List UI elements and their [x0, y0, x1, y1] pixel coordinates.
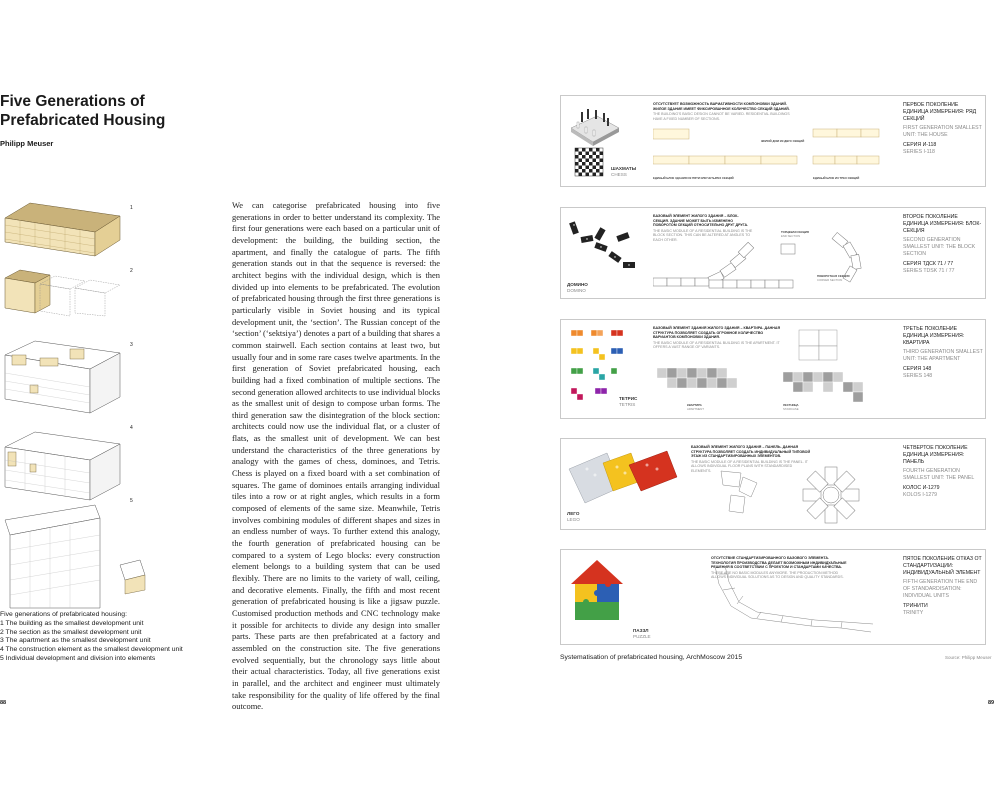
plan-label: ЕДИНЫЙ БЛОК ИЗ ТРЕХ СЕКЦИЙ: [813, 176, 860, 180]
game-label-ru: ШАХМАТЫ: [611, 166, 637, 171]
series-ru: ТРИНИТИ: [903, 602, 928, 609]
plan-label: ТОРЦЕВАЯ СЕКЦИЯ: [781, 230, 809, 234]
game-label: [611, 166, 636, 177]
desc-en: THE BASIC MODULE OF A RESIDENTIAL BUILDING IS THE APARTMENT. IT OFFERS A VAST RANGE OF VARIANTS.: [653, 340, 780, 350]
fifth-generation-plans: [711, 564, 901, 642]
series-ru: СЕРИЯ 148: [903, 365, 932, 372]
desc-ru: БАЗОВЫЙ ЭЛЕМЕНТ ЖИЛОГО ЗДАНИЯ – ПАНЕЛЬ. ДАННАЯ СТРУКТУРА ПОЗВОЛЯЕТ СОЗДАТЬ ИНДИВИДУАЛЬНЫЙ ТИПОВОЙ ЭТАЖ ИЗ СТАНДАРТИЗИРОВАННЫХ ЭЛЕМЕНТОВ.: [691, 445, 811, 459]
generation-title-ru: ЧЕТВЕРТОЕ ПОКОЛЕНИЕ ЕДИНИЦА ИЗМЕРЕНИЯ: ПАНЕЛЬ: [903, 445, 968, 465]
series-en: TRINITY: [903, 609, 924, 616]
generation-title-ru: ВТОРОЕ ПОКОЛЕНИЕ ЕДИНИЦА ИЗМЕРЕНИЯ: БЛОК-СЕКЦИЯ: [903, 214, 982, 234]
generation-number: 1: [130, 205, 133, 211]
plan-label: ЛЕСТНИЦА: [783, 403, 799, 407]
generation-title-en: THIRD GENERATION SMALLEST UNIT: THE APARTMENT: [903, 349, 983, 363]
page-title: Five Generations of Prefabricated Housing: [0, 93, 166, 129]
caption-line: 1 The building as the smallest development unit: [0, 619, 144, 627]
first-generation-plans: [653, 124, 898, 174]
generation-number: 2: [130, 268, 133, 274]
caption-line: 4 The construction element as the smallest development unit: [0, 646, 183, 654]
generation-info: [903, 102, 983, 156]
series-en: SERIES I-118: [903, 148, 935, 155]
generation-title-ru: ПЯТОЕ ПОКОЛЕНИЕ ОТКАЗ ОТ СТАНДАРТИЗАЦИИ: ИНДИВИДУАЛЬНЫЙ ЭЛЕМЕНТ: [903, 556, 982, 576]
generation-info: [903, 214, 983, 274]
desc-ru: БАЗОВЫЙ ЭЛЕМЕНТ ЖИЛОГО ЗДАНИЯ – БЛОК-СЕКЦИЯ. ЗДАНИЕ МОЖЕТ БЫТЬ ИЗМЕНЕНО ПОВОРОТОМ СЕКЦИЙ ОТНОСИТЕЛЬНО ДРУГ ДРУГА.: [653, 214, 749, 228]
caption-line: 2 The section as the smallest development unit: [0, 628, 142, 636]
desc-ru: ОТСУТСТВИЕ СТАНДАРТИЗИРОВАННОГО БАЗОВОГО ЭЛЕМЕНТА. ТЕХНОЛОГИЯ ПРОИЗВОДСТВА ДЕЛАЕТ ВОЗМОЖНЫМ ИНДИВИДУАЛЬНЫЕ РЕШЕНИЯ В СООТВЕТСТВИИ С ПРОЕКТОМ И СТАНДАРТАМИ КАЧЕСТВА.: [711, 556, 847, 570]
plan-label: КВАРТИРА: [687, 403, 702, 407]
desc-en: THE BASIC MODULE OF A RESIDENTIAL BUILDING IS THE PANEL. IT ALLOWS INDIVIDUAL FLOOR PLANS WITH STANDARDISED ELEMENTS.: [691, 459, 808, 473]
series-en: SERIES 148: [903, 372, 933, 379]
generation-info: [903, 445, 983, 499]
second-generation-plans: [653, 230, 898, 290]
generation-title-ru: ТРЕТЬЕ ПОКОЛЕНИЕ ЕДИНИЦА ИЗМЕРЕНИЯ: КВАРТИРА: [903, 326, 965, 346]
game-label: [567, 282, 588, 293]
fourth-generation-plans: [711, 465, 901, 529]
game-label-ru: ПАЗЗЛ: [633, 628, 649, 633]
game-label-ru: ЛЕГО: [567, 511, 580, 516]
generation-info: [903, 556, 983, 616]
game-label: [633, 628, 651, 639]
plan-label: ПОВОРОТНАЯ СЕКЦИЯ: [817, 274, 850, 278]
figure-caption-right: Systematisation of prefabricated housing, ArchMoscow 2015: [560, 654, 743, 661]
game-label: [619, 396, 637, 407]
caption-line: 5 Individual development and division into elements: [0, 654, 156, 662]
plan-label: END SECTION: [781, 234, 801, 238]
generation-number: 5: [130, 498, 133, 504]
generation-5-illustration: [0, 490, 160, 610]
plan-label: ЖИЛОЙ ДОМ ИЗ ДВУХ СЕКЦИЙ: [761, 139, 805, 143]
panel-second-generation: [560, 207, 986, 299]
panel-first-generation: [560, 95, 986, 187]
series-en: KOLOS I-1279: [903, 491, 938, 498]
domino-illustration: [567, 214, 647, 276]
generation-title-ru: ПЕРВОЕ ПОКОЛЕНИЕ ЕДИНИЦА ИЗМЕРЕНИЯ: РЯД СЕКЦИЙ: [903, 102, 977, 122]
game-label-en: DOMINO: [567, 287, 586, 293]
game-label-en: CHESS: [611, 171, 627, 177]
figure-caption-left: [0, 611, 220, 664]
desc-ru: БАЗОВЫЙ ЭЛЕМЕНТ ЗДАНИЯ ЖИЛОГО ЗДАНИЯ – КВАРТИРА. ДАННАЯ СТРУКТУРА ПОЗВОЛЯЕТ СОЗДАТЬ ОГРОМНОЕ КОЛИЧЕСТВО ВАРИАНТОВ КОМПОНОВКИ ЗДАНИЯ.: [653, 326, 781, 340]
series-ru: СЕРИЯ ТДСК 71 / 77: [903, 260, 954, 267]
body-text: We can categorise prefabricated housing into five generations in order to better understand its complexity. The first four generations were each based on a particular unit of development: the building, the building section, the apartment, and finally the catalogue of parts. The fifth generation stands out in that the sequence is reversed: the architect begins with the individual design, which is then divided up into elements to be prefabricated. The evolution of prefabricated housing through the first three generations is particularly visible in Soviet housing and its typical development unit, the ‘section’. The Russian concept of the ‘section’ (‘sektsiya’) denotes a part of a building that shares a common stairwell. Each section contains at least two, but usually four and in some rare cases twelve apartments. In the first generation of Soviet prefabricated housing, each building had a fixed combination of multiple sections. The second generation allowed architects to use individual blocks as the smallest unit of design to compose urban forms. The third generation saw the disintegration of the block section: architects could now use the individual flat, or a cluster of flats, as the smallest unit of development. We can best understand the characteristics of the three generations by analogy with the games of chess, dominoes, and Tetris. Chess is played on a fixed board with a set combination of squares. The game of dominoes entails arranging individual tiles into a row or at right angles, which results in a form composed of elements of the same size. Meanwhile, Tetris involves combining modules of different shapes and sizes in an endless number of ways. To further extend this analogy, the fourth generation of prefabricated housing can be compared to a system of Lego blocks: every construction element belongs to a building system that can be used flexibly. There are no limits to the variety of wall, ceiling, and decorative elements. Finally, the fifth and most recent generation of prefabricated housing is like a jigsaw puzzle. Customised production methods and CNC technology make it possible for architects to divide any design into smaller parts. These parts are then prefabricated at a factory and assembled on the construction site. The five generations evolved sequentially, but the chronology says little about their actual characteristics. Today, all five generations exist in parallel, and the architect and engineer must ultimately take responsibility for the quality of life offered by the final outcome.: [232, 200, 440, 712]
game-label-en: PUZZLE: [633, 633, 651, 639]
panel-description: [653, 102, 793, 121]
generation-2-illustration: [0, 258, 125, 318]
lego-illustration: [567, 447, 687, 511]
generation-title-en: FIFTH GENERATION THE END OF STANDARDISATION: INDIVIDUAL UNITS: [903, 579, 978, 599]
generation-figures: [0, 190, 160, 610]
generation-title-en: FIRST GENERATION SMALLEST UNIT: THE HOUSE: [903, 125, 982, 139]
generation-1-illustration: [0, 198, 125, 258]
series-ru: СЕРИЯ И-118: [903, 141, 937, 148]
panel-third-generation: [560, 319, 986, 419]
page-number-left: 88: [0, 700, 7, 706]
page-number-right: 89: [988, 700, 995, 706]
plan-label: STAIRCASE: [783, 407, 799, 411]
game-label: [567, 511, 580, 522]
generation-info: [903, 326, 983, 380]
plan-label: ЕДИНЫЙ БЛОК ЗДАНИЯ ИЗ ПЯТИ ИЛИ ЧЕТЫРЕХ СЕКЦИЙ: [653, 176, 734, 180]
desc-ru: ОТСУТСТВУЕТ ВОЗМОЖНОСТЬ ВАРИАТИВНОСТИ КОМПОНОВКИ ЗДАНИЙ. ЖИЛОЕ ЗДАНИЕ ИМЕЕТ ФИКСИРОВАННОЕ КОЛИЧЕСТВО СЕКЦИЙ ЗДАНИЙ.: [653, 102, 790, 111]
game-label-en: TETRIS: [619, 401, 636, 407]
caption-line: 3 The apartment as the smallest development unit: [0, 637, 151, 645]
desc-en: THE BUILDING'S BASIC DESIGN CANNOT BE VARIED. RESIDENTIAL BUILDINGS HAVE A FIXED NUMBER OF SECTIONS.: [653, 112, 790, 121]
generation-3-illustration: [0, 335, 125, 415]
plan-label: CORNER SECTION: [817, 278, 843, 282]
generation-title-en: FOURTH GENERATION SMALLEST UNIT: THE PANEL: [903, 468, 975, 482]
desc-en: THERE ARE NO BASIC MODULES ANYMORE. THE PRODUCTION METHOD ALLOWS INDIVIDUAL SOLUTIONS AS TO DESIGN AND QUALITY STANDARDS.: [711, 570, 844, 580]
desc-en: THE BASIC MODULE OF A RESIDENTIAL BUILDING IS THE BLOCK SECTION. THIS CAN BE ALTERED AT ANGLES TO EACH OTHER.: [653, 228, 753, 242]
puzzle-house-illustration: [567, 556, 627, 624]
source-credit: Source: Philipp Meuser: [945, 655, 992, 660]
panel-fifth-generation: [560, 549, 986, 645]
generation-number: 4: [130, 425, 133, 431]
caption-line: Five generations of prefabricated housing:: [0, 611, 127, 618]
generation-title-en: SECOND GENERATION SMALLEST UNIT: THE BLOCK SECTION: [903, 237, 976, 257]
series-ru: КОЛОС И-1279: [903, 484, 940, 491]
game-label-ru: ДОМИНО: [567, 282, 588, 287]
third-generation-plans: [653, 328, 898, 408]
plan-label: APARTMENT: [687, 407, 704, 411]
generation-number: 3: [130, 342, 133, 348]
panel-fourth-generation: [560, 438, 986, 530]
series-en: SERIES TDSK 71 / 77: [903, 267, 955, 274]
author-name: Philipp Meuser: [0, 139, 54, 148]
game-label-ru: ТЕТРИС: [619, 396, 638, 401]
game-label-en: LEGO: [567, 516, 580, 522]
